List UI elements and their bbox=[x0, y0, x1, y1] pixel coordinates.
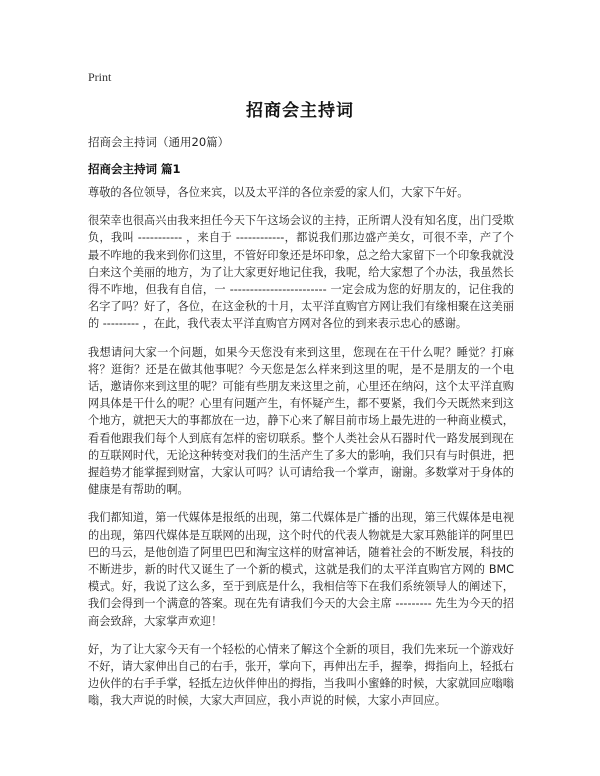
paragraph: 很荣幸也很高兴由我来担任今天下午这场会议的主持，正所谓人没有知名度，出门受欺负，我叫 ----------- ，来自于 ------------，都说我们那边盛产美女，可很不幸，产了个最不咋地的我来到你们这里，不管好印象还是坏印象，总之给大家留下一个印象我就没白来这个美丽的地方，为了让大家更好地记住我，我呢，给大家想了个办法，我虽然长得不咋地，但我有自信，一 ------------------------ 一定会成为您的好朋友的，记住我的名字了吗？好了，各位，在这金秋的十月，太平洋直购官方网让我们有缘相聚在这美丽的 --------- ，在此，我代表太平洋直购官方网对各位的到来表示忠心的感谢。 bbox=[88, 214, 514, 331]
paragraph: 我们都知道，第一代媒体是报纸的出现，第二代媒体是广播的出现，第三代媒体是电视的出现，第四代媒体是互联网的出现，这个时代的代表人物就是大家耳熟能详的阿里巴巴的马云，是他创造了阿里巴巴和淘宝这样的财富神话，随着社会的不断发展，科技的不断进步，新的时代又诞生了一个新的模式，这就是我们的太平洋直购官方网的 BMC 模式。好，我说了这么多，至于到底是什么，我相信等下在我们系统领导人的阐述下，我们会得到一个满意的答案。现在先有请我们今天的大会主席 --------- 先生为今天的招商会致辞，大家掌声欢迎！ bbox=[88, 511, 514, 628]
paragraph: 尊敬的各位领导，各位来宾，以及太平洋的各位亲爱的家人们，大家下午好。 bbox=[88, 186, 469, 199]
section-heading: 招商会主持词 篇1 bbox=[88, 162, 181, 176]
document-body bbox=[88, 184, 514, 776]
paragraph: 好，为了让大家今天有一个轻松的心情来了解这个全新的项目，我们先来玩一个游戏好不好，请大家伸出自己的右手，张开，掌向下，再伸出左手，握拳，拇指向上，轻抵右边伙伴的右手手掌，轻抵左边伙伴伸出的拇指，当我叫小蜜蜂的时候，大家就回应嗡嗡嗡，我大声说的时候，大家大声回应，我小声说的时候，大家小声回应。 bbox=[88, 642, 514, 708]
print-link[interactable]: Print bbox=[88, 70, 112, 84]
paragraph: 我想请问大家一个问题，如果今天您没有来到这里，您现在在干什么呢？睡觉？打麻将？逛街？还是在做其他事呢？今天您是怎么样来到这里的呢，是不是朋友的一个电话，邀请你来到这里的呢？可能有些朋友来这里之前，心里还在纳闷，这个太平洋直购网具体是干什么的呢？心里有问题产生，有怀疑产生，都不要紧，我们今天既然来到这个地方，就把天大的事都放在一边，静下心来了解目前市场上最先进的一种商业模式，看看他跟我们每个人到底有怎样的密切联系。整个人类社会从石器时代一路发展到现在的互联网时代，无论这种转变对我们的生活产生了多大的影响，我们只有与时俱进，把握趋势才能掌握到财富，大家认可吗？认可请给我一个掌声，谢谢。多数掌对于身体的健康是有帮助的啊。 bbox=[88, 345, 514, 497]
page-title: 招商会主持词 bbox=[246, 101, 354, 121]
document-subtitle: 招商会主持词（通用20篇） bbox=[88, 135, 230, 149]
